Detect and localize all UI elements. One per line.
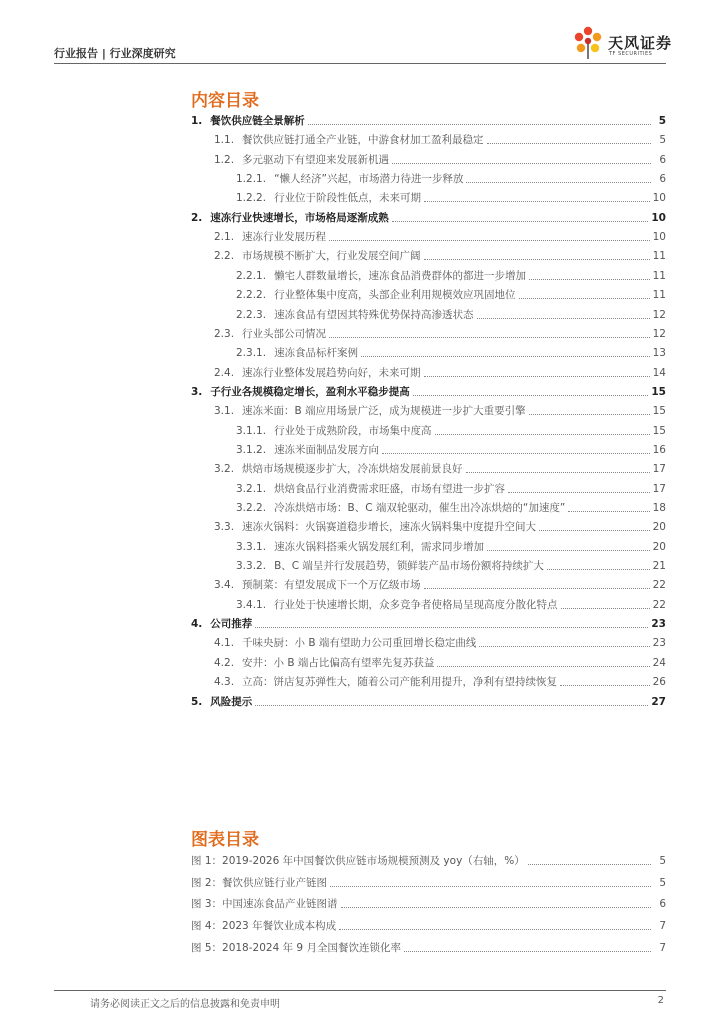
toc-leader-dots [424, 588, 650, 589]
toc-entry-title: 预制菜：有望发展成下一个万亿级市场 [242, 579, 421, 592]
toc-entry[interactable] [214, 674, 666, 690]
figure-entry[interactable] [191, 940, 666, 956]
toc-entry-title: 速冻米面：B 端应用场景广泛，成为规模进一步扩大重要引擎 [242, 405, 526, 418]
toc-entry-title: 安井：小 B 端占比偏高有望率先复苏获益 [242, 656, 435, 669]
toc-entry-number: 3.1.2. [236, 443, 267, 456]
figure-entry-page: 5 [659, 855, 666, 867]
figure-entry-page: 7 [659, 941, 666, 954]
toc-entry-page: 16 [652, 443, 666, 456]
toc-entry[interactable] [214, 461, 666, 477]
toc-entry-page: 13 [652, 347, 666, 360]
toc-entry[interactable] [214, 326, 666, 342]
toc-entry-page: 5 [659, 134, 666, 147]
toc-entry[interactable] [214, 229, 666, 245]
toc-entry-page: 10 [652, 231, 666, 244]
toc-leader-dots [413, 395, 649, 396]
figure-entry-title: 图 3：中国速冻食品产业链图谱 [191, 898, 338, 911]
toc-entry-number: 3.4. [214, 579, 235, 592]
toc-entry-number: 2.2.3. [236, 308, 267, 321]
toc-leader-dots [560, 685, 650, 686]
toc-entry[interactable] [191, 210, 666, 226]
toc-leader-dots [477, 318, 650, 319]
brand-name: 天风证券 [608, 34, 673, 52]
toc-entry[interactable] [214, 655, 666, 671]
toc-leader-dots [466, 182, 651, 183]
toc-entry-number: 3.3.1. [236, 540, 267, 553]
toc-entry-page: 15 [651, 385, 666, 398]
toc-entry-page: 26 [652, 676, 666, 689]
toc-entry-title: 行业整体集中度高，头部企业利用规模效应巩固地位 [274, 289, 516, 302]
figure-entry-title: 图 2：餐饮供应链行业产链图 [191, 876, 328, 889]
toc-entry[interactable] [236, 539, 666, 555]
figure-entry-title: 图 4：2023 年餐饮业成本构成 [191, 920, 337, 933]
toc-entry-number: 2.4. [214, 366, 235, 379]
toc-leader-dots [437, 666, 649, 667]
report-category: 行业报告 | 行业深度研究 [54, 47, 176, 60]
toc-leader-dots [435, 434, 650, 435]
toc-entry-page: 10 [652, 192, 666, 205]
toc-entry-page: 12 [652, 327, 666, 340]
toc-entry[interactable] [236, 558, 666, 574]
toc-entry-number: 1.2. [214, 153, 235, 166]
toc-leader-dots [519, 298, 650, 299]
toc-entry-page: 15 [652, 405, 666, 418]
toc-entry-number: 2.2.2. [236, 289, 267, 302]
toc-entry[interactable] [191, 694, 666, 710]
toc-entry-number: 2.3.1. [236, 347, 267, 360]
toc-entry-title: 懒宅人群数量增长，速冻食品消费群体的都进一步增加 [274, 269, 527, 282]
toc-entry-page: 17 [652, 482, 666, 495]
brand-subtitle: TF SECURITIES [609, 51, 653, 57]
toc-entry-page: 11 [652, 289, 666, 302]
figure-entry[interactable] [191, 918, 666, 934]
toc-entry[interactable] [214, 403, 666, 419]
toc-leader-dots [382, 453, 650, 454]
toc-entry-title: “懒人经济”兴起，市场潜力待进一步释放 [274, 173, 464, 186]
toc-leader-dots [424, 201, 650, 202]
toc-entry-number: 1. [191, 115, 203, 127]
toc-entry[interactable] [191, 113, 666, 129]
toc-entry-page: 23 [652, 637, 666, 650]
toc-entry-title: 市场规模不断扩大，行业发展空间广阔 [242, 250, 421, 263]
toc-entry-page: 14 [652, 366, 666, 379]
toc-leader-dots [539, 530, 650, 531]
toc-entry[interactable] [236, 442, 666, 458]
figure-leader-dots [404, 951, 651, 952]
toc-entry-title: 子行业各规模稳定增长，盈利水平稳步提高 [210, 385, 410, 398]
toc-entry-title: 餐饮供应链打通全产业链，中游食材加工盈利最稳定 [242, 134, 484, 147]
brand-logo [572, 26, 682, 60]
figure-entry-title: 图 5：2018-2024 年 9 月全国餐饮连锁化率 [191, 941, 401, 954]
toc-entry-title: 立高：饼店复苏弹性大，随着公司产能利用提升，净利有望持续恢复 [242, 676, 558, 689]
toc-entry-title: 速冻火锅料搭乘火锅发展红利，需求同步增加 [274, 540, 485, 553]
toc-leader-dots [487, 550, 650, 551]
toc-entry[interactable] [236, 500, 666, 516]
toc-entry-page: 24 [652, 656, 666, 669]
toc-entry-title: 烘焙市场规模逐步扩大，冷冻烘焙发展前景良好 [242, 463, 463, 476]
toc-leader-dots [529, 414, 650, 415]
toc-entry-title: 行业头部公司情况 [242, 327, 327, 340]
figure-entry[interactable] [191, 896, 666, 912]
toc-entry-page: 22 [652, 598, 666, 611]
toc-entry-number: 3.2.1. [236, 482, 267, 495]
toc-entry-number: 4.2. [214, 656, 235, 669]
toc-entry-title: 公司推荐 [210, 618, 253, 631]
toc-entry-title: 行业位于阶段性低点，未来可期 [274, 192, 422, 205]
toc-entry-title: 速冻食品有望因其特殊优势保持高渗透状态 [274, 308, 474, 321]
toc-entry[interactable] [214, 519, 666, 535]
toc-entry-number: 3.3.2. [236, 560, 267, 573]
toc-entry-title: 速冻米面制品发展方向 [274, 443, 380, 456]
toc-entry[interactable] [214, 152, 666, 168]
toc-entry-page: 11 [652, 250, 666, 263]
toc-leader-dots [479, 646, 649, 647]
toc-entry-title: 千味央厨：小 B 端有望助力公司重回增长稳定曲线 [242, 637, 477, 650]
toc-leader-dots [508, 492, 650, 493]
toc-entry-title: 多元驱动下有望迎来发展新机遇 [242, 153, 390, 166]
figure-entry[interactable] [191, 875, 666, 891]
toc-entry-number: 1.2.1. [236, 173, 267, 186]
toc-entry-number: 1.2.2. [236, 192, 267, 205]
toc-entry-number: 3.1. [214, 405, 235, 418]
toc-leader-dots [329, 337, 650, 338]
toc-entry[interactable] [236, 268, 666, 284]
toc-entry-page: 6 [659, 153, 666, 166]
toc-entry-page: 15 [652, 424, 666, 437]
header-divider [54, 63, 666, 64]
footer-divider [54, 990, 666, 991]
toc-entry[interactable] [236, 597, 666, 613]
toc-leader-dots [392, 221, 649, 222]
page-number: 2 [657, 995, 664, 1006]
toc-entry-title: 风险提示 [210, 695, 253, 708]
toc-entry[interactable] [191, 384, 666, 400]
toc-entry[interactable] [214, 132, 666, 148]
toc-entry-page: 23 [651, 618, 666, 631]
toc-entry-title: 速冻行业发展历程 [242, 231, 327, 244]
toc-entry[interactable] [214, 577, 666, 593]
footer-disclaimer: 请务必阅读正文之后的信息披露和免责申明 [90, 999, 280, 1010]
toc-leader-dots [361, 356, 650, 357]
toc-entry-number: 5. [191, 695, 203, 708]
toc-entry-page: 20 [652, 540, 666, 553]
toc-entry-page: 18 [652, 502, 666, 514]
toc-entry-number: 3. [191, 385, 203, 398]
toc-leader-dots [329, 240, 650, 241]
toc-entry-title: 行业处于成熟阶段，市场集中度高 [274, 424, 432, 437]
toc-entry-page: 5 [658, 115, 666, 127]
toc-entry[interactable] [236, 287, 666, 303]
toc-leader-dots [255, 705, 648, 706]
toc-entry[interactable] [236, 423, 666, 439]
toc-entry[interactable] [236, 481, 666, 497]
toc-entry[interactable] [236, 307, 666, 323]
toc-leader-dots [561, 608, 650, 609]
figure-entry-page: 5 [659, 876, 666, 889]
toc-entry-page: 27 [651, 695, 666, 708]
toc-leader-dots [547, 569, 650, 570]
toc-entry-title: 冷冻烘焙市场：B、C 端双轮驱动，催生出冷冻烘焙的“加速度” [274, 502, 566, 514]
toc-entry-title: 烘焙食品行业消费需求旺盛，市场有望进一步扩容 [274, 482, 506, 495]
toc-entry[interactable] [236, 345, 666, 361]
toc-leader-dots [255, 627, 648, 628]
toc-entry-number: 3.2. [214, 463, 235, 476]
toc-entry[interactable] [214, 248, 666, 264]
toc-entry[interactable] [214, 365, 666, 381]
toc-entry-number: 4.1. [214, 637, 235, 650]
toc-entry[interactable] [214, 635, 666, 651]
figure-entry[interactable] [191, 853, 666, 869]
toc-entry-title: 行业处于快速增长期，众多竞争者使格局呈现高度分散化特点 [274, 598, 558, 611]
toc-entry-page: 10 [651, 211, 666, 224]
toc-entry-number: 4. [191, 618, 203, 631]
toc-leader-dots [529, 279, 650, 280]
toc-entry-page: 6 [659, 173, 666, 186]
toc-leader-dots [487, 143, 651, 144]
figure-entry-page: 7 [659, 920, 666, 933]
toc-leader-dots [392, 163, 651, 164]
toc-leader-dots [424, 376, 650, 377]
toc-entry-page: 17 [652, 463, 666, 476]
toc-entry-page: 12 [652, 308, 666, 321]
toc-entry-number: 4.3. [214, 676, 235, 689]
toc-entry-number: 3.1.1. [236, 424, 267, 437]
toc-entry-number: 3.2.2. [236, 502, 267, 514]
logo-flower-icon [572, 26, 604, 60]
toc-entry[interactable] [191, 616, 666, 632]
toc-entry-number: 2.3. [214, 327, 235, 340]
toc-entry-title: 速冻行业快速增长，市场格局逐渐成熟 [210, 211, 389, 224]
toc-entry-number: 3.4.1. [236, 598, 267, 611]
figure-entry-title: 图 1：2019-2026 年中国餐饮供应链市场规模预测及 yoy（右轴，%） [191, 855, 525, 867]
figure-leader-dots [339, 929, 651, 930]
figure-leader-dots [528, 864, 651, 865]
figures-title: 图表目录 [191, 830, 259, 850]
toc-entry-title: 速冻行业整体发展趋势向好，未来可期 [242, 366, 421, 379]
toc-entry[interactable] [236, 171, 666, 187]
toc-leader-dots [568, 511, 649, 512]
toc-entry-number: 2.2.1. [236, 269, 267, 282]
toc-entry-number: 1.1. [214, 134, 235, 147]
toc-entry-number: 2.2. [214, 250, 235, 263]
figure-leader-dots [341, 907, 651, 908]
toc-entry[interactable] [236, 190, 666, 206]
toc-entry-title: 速冻火锅料：火锅赛道稳步增长，速冻火锅料集中度提升空间大 [242, 521, 537, 534]
toc-entry-title: B、C 端呈并行发展趋势，锁鲜装产品市场份额将持续扩大 [274, 560, 544, 573]
figure-leader-dots [330, 886, 651, 887]
figure-entry-page: 6 [659, 898, 666, 911]
toc-entry-page: 20 [652, 521, 666, 534]
toc-entry-number: 3.3. [214, 521, 235, 534]
toc-leader-dots [466, 472, 650, 473]
toc-entry-title: 餐饮供应链全景解析 [210, 115, 305, 127]
toc-entry-number: 2. [191, 211, 203, 224]
toc-leader-dots [308, 124, 651, 125]
toc-title: 内容目录 [191, 91, 259, 111]
toc-leader-dots [424, 259, 650, 260]
toc-entry-page: 21 [652, 560, 666, 573]
toc-entry-page: 11 [652, 269, 666, 282]
toc-entry-page: 22 [652, 579, 666, 592]
toc-entry-number: 2.1. [214, 231, 235, 244]
toc-entry-title: 速冻食品标杆案例 [274, 347, 359, 360]
